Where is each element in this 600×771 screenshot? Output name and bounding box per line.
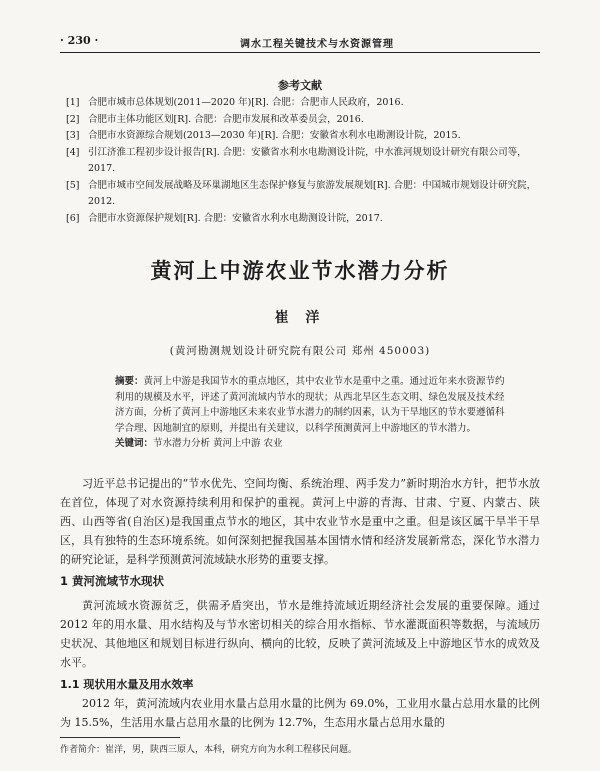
reference-item <box>66 95 540 112</box>
intro-paragraph: 习近平总书记提出的“节水优先、空间均衡、系统治理、两手发力”新时期治水方针，把节水放在首位，体现了对水资源持续利用和保护的重视。黄河上中游的青海、甘肃、宁夏、内蒙古、陕西、山西等省(自治区)是我国重点节水的地区，其中农业节水是重中之重。但是该区属干旱半干旱区，具有独特的生态环境系统。如何深刻把握我国基本国情水情和经济发展新常态，深化节水潜力的研究论证，是科学预测黄河流域缺水形势的重要支撑。 <box>60 477 540 566</box>
section-1-1-paragraph: 2012 年，黄河流域内农业用水量占总用水量的比例为 69.0%，工业用水量占总用水量的比例为 15.5%，生活用水量占总用水量的比例为 12.7%，生态用水量占总用水量的 <box>60 697 540 729</box>
article-author: 崔 洋 <box>274 310 326 326</box>
reference-item <box>66 178 540 211</box>
reference-text: 引江济淮工程初步设计报告[R]. 合肥：安徽省水利水电勘测设计院，中水淮河规划设计研究有限公司等，2017. <box>88 146 527 174</box>
abstract-block <box>115 374 510 452</box>
reference-number: [1] <box>66 97 80 108</box>
reference-item <box>66 211 540 228</box>
reference-item <box>66 112 540 129</box>
reference-text: 合肥市水资源保护规划[R]. 合肥：安徽省水利水电勘测设计院，2017. <box>88 212 383 224</box>
reference-number: [2] <box>66 113 80 125</box>
reference-number: [4] <box>66 146 80 158</box>
keywords-label: 关键词： <box>115 438 154 449</box>
journal-title: 调水工程关键技术与水资源管理 <box>240 39 394 50</box>
page-header <box>60 34 540 53</box>
abstract <box>115 374 510 436</box>
reference-number: [5] <box>66 179 80 191</box>
reference-item <box>66 128 540 145</box>
reference-text: 合肥市城市空间发展战略及环巢湖地区生态保护修复与旅游发展规划[R]. 合肥：中国城市规划设计研究院，2012. <box>88 179 537 207</box>
page-number: · 230 · <box>60 34 99 47</box>
reference-text: 合肥市城市总体规划(2011—2020 年)[R]. 合肥：合肥市人民政府，2016. <box>88 97 404 108</box>
intro-section <box>60 474 540 569</box>
abstract-label: 摘要： <box>115 376 144 387</box>
reference-number: [6] <box>66 212 80 224</box>
section-1-1-body <box>60 694 540 732</box>
article-title: 黄河上中游农业节水潜力分析 <box>150 259 450 283</box>
author-affiliation: (黄河勘测规划设计研究院有限公司 郑州 450003) <box>169 345 431 357</box>
reference-text: 合肥市水资源综合规划(2013—2030 年)[R]. 合肥：安徽省水利水电勘测设计院，2015. <box>88 130 461 141</box>
section-1-paragraph: 黄河流域水资源贫乏，供需矛盾突出，节水是维持流域近期经济社会发展的重要保障。通过 2012 年的用水量、用水结构及与节水密切相关的综合用水指标、节水灌溉面积等数据，与流域历史状况、其他地区和规划目标进行纵向、横向的比较，反映了黄河流域及上中游地区节水的成效及水平。 <box>60 599 540 669</box>
reference-number: [3] <box>66 130 80 141</box>
author-footnote: 作者简介：崔洋，男，陕西三原人，本科，研究方向为水利工程移民问题。 <box>60 745 358 755</box>
abstract-text: 黄河上中游是我国节水的重点地区，其中农业节水是重中之重。通过近年来水资源节约利用的规模及水平，评述了黄河流域内节水的现状；从西北旱区生态文明、绿色发展及技术经济方面，分析了黄河上中游地区未来农业节水潜力的制约因素，认为干旱地区的节水要遵循科学合理、因地制宜的原则，并提出有关建议，以科学预测黄河上中游地区的节水潜力。 <box>115 376 505 434</box>
reference-text: 合肥市主体功能区划[R]. 合肥：合肥市发展和改革委员会，2016. <box>88 113 364 125</box>
references-title: 参考文献 <box>278 79 322 92</box>
section-1-1-heading: 1.1 现状用水量及用水效率 <box>60 678 194 691</box>
section-1-heading: 1 黄河流域节水现状 <box>60 574 165 588</box>
footnote-divider <box>60 737 180 738</box>
keywords <box>115 436 510 452</box>
reference-item <box>66 145 540 178</box>
keywords-text: 节水潜力分析 黄河上中游 农业 <box>153 438 283 449</box>
section-1-body <box>60 596 540 672</box>
references-list <box>66 95 540 227</box>
